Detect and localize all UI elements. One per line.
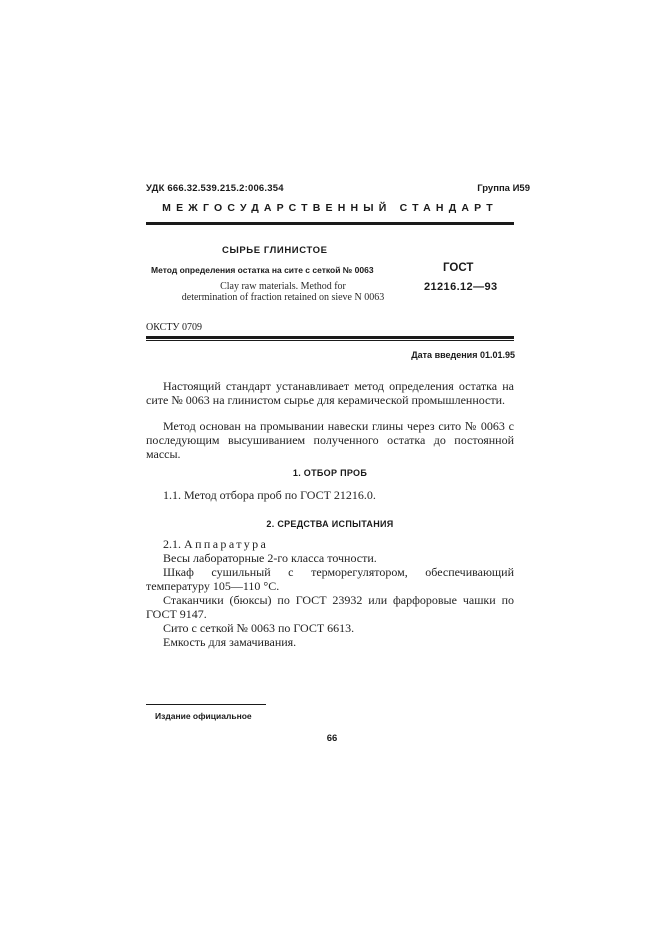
footer-rule [146, 704, 266, 705]
effective-date: Дата введения 01.01.95 [411, 350, 515, 360]
intro-text-2: Метод основан на промывании навески глины через сито № 0063 с последующим высушиванием полученного остатка до постоянной массы. [146, 419, 514, 461]
document-subtitle: Метод определения остатка на сите с сеткой № 0063 [151, 265, 374, 275]
section-1-item-1-1: 1.1. Метод отбора проб по ГОСТ 21216.0. [163, 488, 376, 502]
intro-paragraph-1 [146, 379, 514, 407]
english-title-line-1: Clay raw materials. Method for [220, 281, 346, 292]
item-number: 2.1. [163, 537, 181, 551]
okstu-rule-thin [146, 340, 514, 341]
intro-text-1: Настоящий стандарт устанавливает метод определения остатка на сите № 0063 на глинистом сырье для керамической промышленности. [146, 379, 514, 407]
intro-paragraph-2 [146, 419, 514, 461]
section-1-heading: 1. ОТБОР ПРОБ [292, 468, 368, 478]
gost-number: 21216.12—93 [424, 281, 498, 293]
equipment-line-2 [146, 565, 514, 593]
item-title: Аппаратура [184, 537, 269, 551]
equipment-line-3 [146, 593, 514, 621]
okstu-code: ОКСТУ 0709 [146, 322, 203, 333]
document-title: СЫРЬЕ ГЛИНИСТОЕ [222, 245, 328, 256]
equipment-line-5: Емкость для замачивания. [163, 635, 297, 649]
gost-label: ГОСТ [443, 262, 474, 274]
official-edition-label: Издание официальное [155, 711, 252, 721]
equipment-line-4: Сито с сеткой № 0063 по ГОСТ 6613. [163, 621, 355, 635]
english-title-line-2: determination of fraction retained on sieve N 0063 [181, 292, 385, 303]
equipment-line-2-text: Шкаф сушильный с терморегулятором, обеспечивающий температуру 105—110 °С. [146, 565, 514, 593]
group-code: Группа И59 [477, 183, 530, 194]
okstu-rule-thick [146, 336, 514, 339]
equipment-line-1: Весы лабораторные 2-го класса точности. [163, 551, 377, 565]
page-number: 66 [326, 733, 338, 744]
header-rule [146, 222, 514, 225]
udk-code: УДК 666.32.539.215.2:006.354 [146, 183, 284, 194]
standard-type-title: МЕЖГОСУДАРСТВЕННЫЙ СТАНДАРТ [162, 202, 498, 214]
english-title [165, 281, 401, 303]
equipment-line-3-text: Стаканчики (бюксы) по ГОСТ 23932 или фарфоровые чашки по ГОСТ 9147. [146, 593, 514, 621]
section-2-heading: 2. СРЕДСТВА ИСПЫТАНИЯ [266, 519, 394, 529]
section-2-item-2-1 [163, 537, 268, 551]
